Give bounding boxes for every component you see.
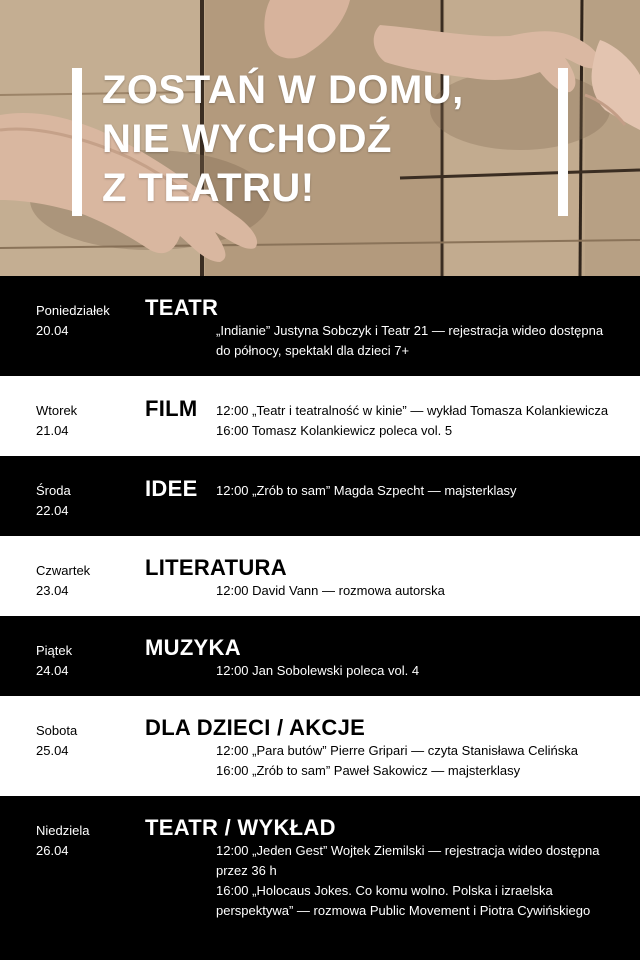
event-list <box>216 321 626 361</box>
hero-title-line: Z TEATRU! <box>102 166 315 210</box>
day-date: 25.04 <box>36 743 69 758</box>
day-label <box>36 821 89 861</box>
schedule-row-thursday <box>0 536 640 616</box>
event-list <box>216 841 626 921</box>
event-list <box>216 401 626 441</box>
day-date: 20.04 <box>36 323 69 338</box>
event-line: 16:00 Tomasz Kolankiewicz poleca vol. 5 <box>216 423 453 438</box>
day-label <box>36 641 72 681</box>
day-label <box>36 561 90 601</box>
category-title: LITERATURA <box>145 555 287 580</box>
schedule-row-friday <box>0 616 640 696</box>
day-name: Czwartek <box>36 563 91 578</box>
event-line: 12:00 David Vann — rozmowa autorska <box>216 583 445 598</box>
day-label <box>36 481 71 521</box>
event-list <box>216 581 626 601</box>
title-bracket-left <box>72 68 82 216</box>
event-line: 12:00 „Zrób to sam” Magda Szpecht — majsterklasy <box>216 483 517 498</box>
event-line: perspektywa” — rozmowa Public Movement i Piotra Cywińskiego <box>216 903 591 918</box>
schedule-row-wednesday <box>0 456 640 536</box>
event-line: „Indianie” Justyna Sobczyk i Teatr 21 — rejestracja wideo dostępna <box>216 323 604 338</box>
schedule-row-monday <box>0 276 640 376</box>
category-title: IDEE <box>145 476 198 501</box>
day-date: 22.04 <box>36 503 69 518</box>
event-list <box>216 741 626 781</box>
event-line: 12:00 Jan Sobolewski poleca vol. 4 <box>216 663 420 678</box>
day-label <box>36 721 77 761</box>
category-title: FILM <box>145 396 198 421</box>
hero-banner <box>0 0 640 276</box>
event-list <box>216 481 626 501</box>
day-date: 21.04 <box>36 423 69 438</box>
day-name: Niedziela <box>36 823 90 838</box>
event-line: 16:00 „Zrób to sam” Paweł Sakowicz — majsterklasy <box>216 763 521 778</box>
schedule-row-tuesday <box>0 376 640 456</box>
day-date: 23.04 <box>36 583 69 598</box>
day-label <box>36 301 110 341</box>
schedule-row-saturday <box>0 696 640 796</box>
day-name: Poniedziałek <box>36 303 110 318</box>
event-list <box>216 661 626 681</box>
day-name: Środa <box>36 483 71 498</box>
event-line: do północy, spektakl dla dzieci 7+ <box>216 343 410 358</box>
hero-title-line: NIE WYCHODŹ <box>102 117 392 161</box>
event-line: 16:00 „Holocaus Jokes. Co komu wolno. Polska i izraelska <box>216 883 553 898</box>
day-label <box>36 401 77 441</box>
hero-title <box>102 66 552 213</box>
category-title: TEATR <box>145 295 219 320</box>
event-line: 12:00 „Jeden Gest” Wojtek Ziemilski — rejestracja wideo dostępna <box>216 843 600 858</box>
schedule-row-sunday <box>0 796 640 960</box>
event-line: przez 36 h <box>216 863 277 878</box>
category-title: DLA DZIECI / AKCJE <box>145 715 366 740</box>
day-name: Sobota <box>36 723 78 738</box>
title-bracket-right <box>558 68 568 216</box>
category-title: TEATR / WYKŁAD <box>145 815 336 840</box>
day-name: Piątek <box>36 643 73 658</box>
event-line: 12:00 „Para butów” Pierre Gripari — czyta Stanisława Celińska <box>216 743 578 758</box>
day-date: 24.04 <box>36 663 69 678</box>
day-date: 26.04 <box>36 843 69 858</box>
hero-title-line: ZOSTAŃ W DOMU, <box>102 68 464 112</box>
day-name: Wtorek <box>36 403 78 418</box>
event-line: 12:00 „Teatr i teatralność w kinie” — wykład Tomasza Kolankiewicza <box>216 403 609 418</box>
category-title: MUZYKA <box>145 635 241 660</box>
